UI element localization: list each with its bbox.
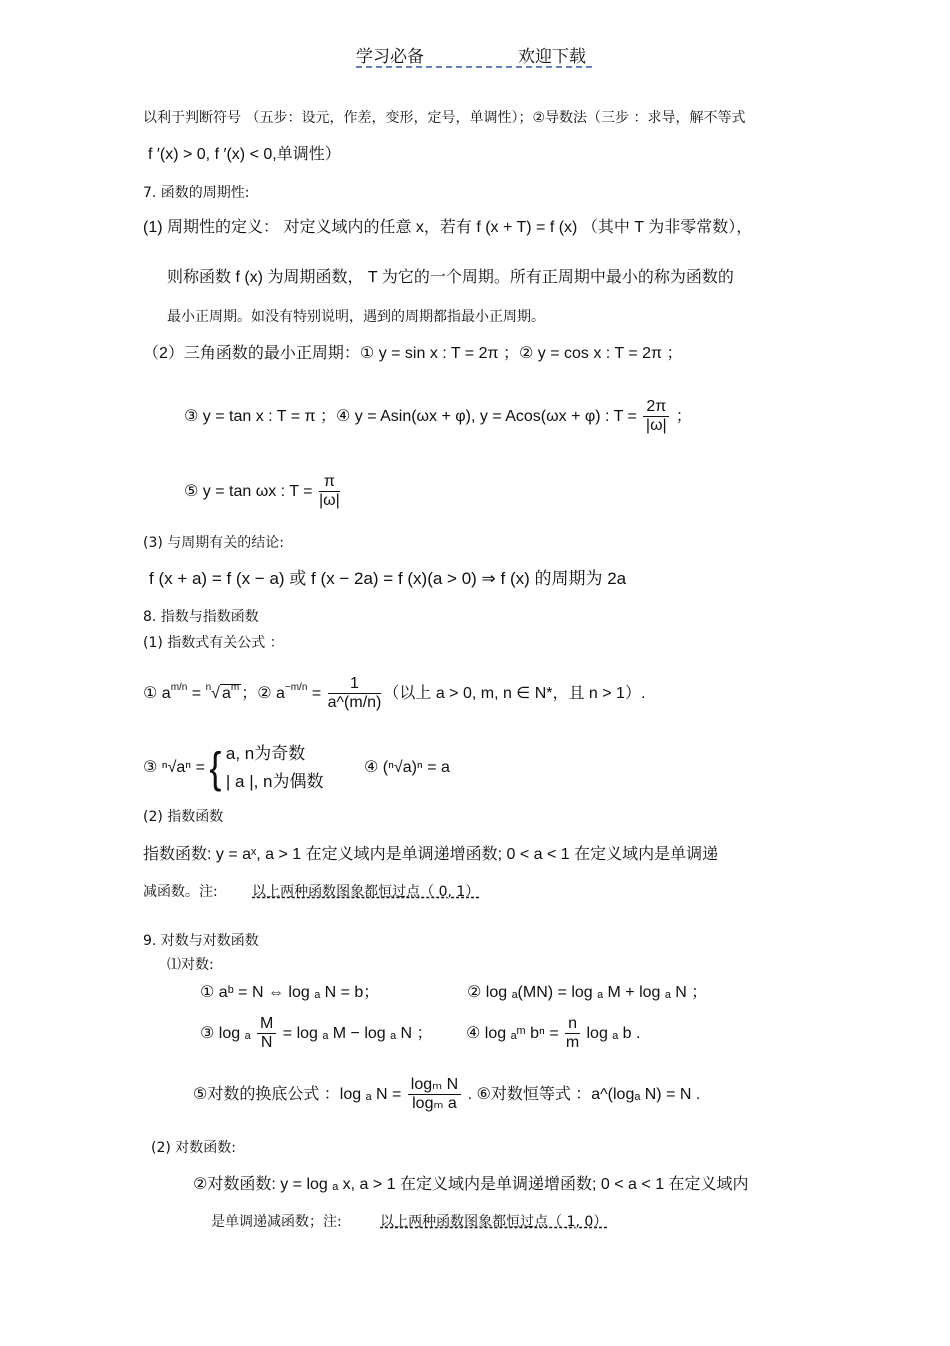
fraction xyxy=(328,675,382,712)
formula-text: ③ ⁿ√aⁿ = xyxy=(143,759,205,777)
fraction-numerator: M xyxy=(257,1015,276,1034)
text: 是单调递减函数；注: xyxy=(211,1214,347,1230)
case-list xyxy=(226,740,324,796)
formula-line: ① $a^{m/n} = ^n√$ $a^m$ ；② $a^{-m/n}$ = $\frac{1}{a\^{}(m/n)}$ （以上 a > 0, m, n ∈ N*，且 n > 1）. xyxy=(143,675,646,712)
fraction xyxy=(408,1076,461,1113)
radicand-base: a xyxy=(221,685,231,702)
formula-text: = log ₐ M − log ₐ N ； xyxy=(282,1025,433,1042)
fraction-numerator: π xyxy=(319,473,340,492)
exponent: m xyxy=(230,682,240,693)
fraction-numerator: 1 xyxy=(328,675,382,694)
fraction-denominator: logₘ a xyxy=(412,1095,457,1113)
text-line: (1) 指数式有关公式 ： xyxy=(143,635,284,651)
fraction-denominator: N xyxy=(260,1034,273,1052)
header-left: 学习必备 xyxy=(356,47,424,67)
fraction-numerator: n xyxy=(565,1015,580,1034)
fraction-denominator: |ω| xyxy=(645,417,667,435)
root-index: n xyxy=(205,682,212,693)
header-right: 欢迎下载 xyxy=(518,47,586,67)
section-heading: 7. 函数的周期性: xyxy=(143,185,250,201)
formula-line xyxy=(193,1073,700,1117)
formula-line: （2）三角函数的最小正周期：① y = sin x : T = 2π ；② y = cos x : T = 2π ； xyxy=(143,345,683,362)
fraction-numerator: 2π xyxy=(643,398,669,417)
formula-text: ③ y = tan x : T = π ；④ y = Asin(ωx + φ), y = Acos(ωx + φ) : T = xyxy=(184,408,637,425)
text-line: (2) 指数函数 xyxy=(143,809,224,825)
formula-line: f ′(x) > 0, f ′(x) < 0,单调性） xyxy=(148,146,341,163)
formula-text: ⑤对数的换底公式 ：log ₐ N = xyxy=(193,1086,402,1103)
fraction xyxy=(257,1015,276,1052)
text-line xyxy=(211,1212,607,1232)
exponent: m/n xyxy=(170,682,188,693)
formula-line: ① aᵇ = N ⇔ log ₐ N = b； xyxy=(200,984,380,1001)
text: 减函数。注: xyxy=(143,884,223,900)
text-line: (1) 周期性的定义： 对定义域内的任意 x，若有 f (x + T) = f (x) （其中 T 为非零常数）， xyxy=(143,219,753,236)
fraction xyxy=(319,473,340,510)
fraction-denominator: a^(m/n) xyxy=(327,694,382,712)
formula-text: ；② a xyxy=(241,685,285,702)
formula-line xyxy=(184,395,692,439)
formula-text: ④ log ₐᵐ bⁿ = xyxy=(466,1025,559,1042)
formula-line: ② log ₐ(MN) = log ₐ M + log ₐ N ； xyxy=(467,984,708,1001)
formula-text: ③ log ₐ xyxy=(200,1025,251,1042)
section-heading: 9. 对数与对数函数 xyxy=(143,933,259,949)
case-item: | a |, n为偶数 xyxy=(225,772,324,791)
formula-line xyxy=(466,1012,640,1056)
text-line: 最小正周期。如没有特别说明，遇到的周期都指最小正周期。 xyxy=(167,309,545,325)
fraction-numerator: logₘ N xyxy=(408,1076,461,1095)
fraction xyxy=(643,398,669,435)
brace-glyph: { xyxy=(209,742,222,792)
section-heading: 8. 指数与指数函数 xyxy=(143,609,259,625)
fraction-denominator: m xyxy=(565,1034,580,1052)
formula-text: （以上 a > 0, m, n ∈ N*，且 n > 1）. xyxy=(383,685,646,702)
formula-text: log ₐ b . xyxy=(586,1025,641,1042)
formula-text: ④ (ⁿ√a)ⁿ = a xyxy=(363,759,450,777)
formula-line xyxy=(184,470,342,514)
formula-text: = xyxy=(187,685,206,702)
underlined-note: 以上两种函数图象都恒过点（ 1, 0） xyxy=(380,1214,608,1230)
formula-text: ① a xyxy=(143,685,171,702)
formula-text: = xyxy=(307,685,326,702)
page-header xyxy=(356,40,592,68)
formula-text: ； xyxy=(675,408,692,425)
fraction xyxy=(565,1015,580,1052)
formula-line xyxy=(200,1012,433,1056)
formula-line xyxy=(143,740,450,796)
radicand xyxy=(220,684,241,702)
text-line: 则称函数 f (x) 为周期函数， T 为它的一个周期。所有正周期中最小的称为函数的 xyxy=(167,269,734,286)
text-line: (2) 对数函数: xyxy=(151,1140,236,1156)
formula-text: ⑤ y = tan ωx : T = xyxy=(184,483,313,500)
formula-line: f (x + a) = f (x − a) 或 f (x − 2a) = f (x)(a > 0) ⇒ f (x) 的周期为 2a xyxy=(149,569,627,588)
fraction-denominator: |ω| xyxy=(318,492,340,510)
exponent: −m/n xyxy=(284,682,308,693)
text-line xyxy=(143,882,479,902)
text-line: ⑴对数: xyxy=(167,957,214,973)
underlined-note: 以上两种函数图象都恒过点（ 0, 1） xyxy=(252,884,480,900)
text-line: ②对数函数: y = log ₐ x, a > 1 在定义域内是单调递增函数; 0 < a < 1 在定义域内 xyxy=(193,1176,749,1193)
case-item: a, n为奇数 xyxy=(225,744,306,763)
text-line: 以利于判断符号 （五步：设元，作差，变形，定号，单调性）；②导数法（三步 ：求导，解不等式 xyxy=(143,110,746,126)
text-line: (3) 与周期有关的结论: xyxy=(143,535,284,551)
formula-text: . ⑥对数恒等式 ：a^(logₐ N) = N . xyxy=(467,1086,701,1103)
text-line: 指数函数: y = aˣ, a > 1 在定义域内是单调递增函数; 0 < a < 1 在定义域内是单调递 xyxy=(143,846,719,863)
